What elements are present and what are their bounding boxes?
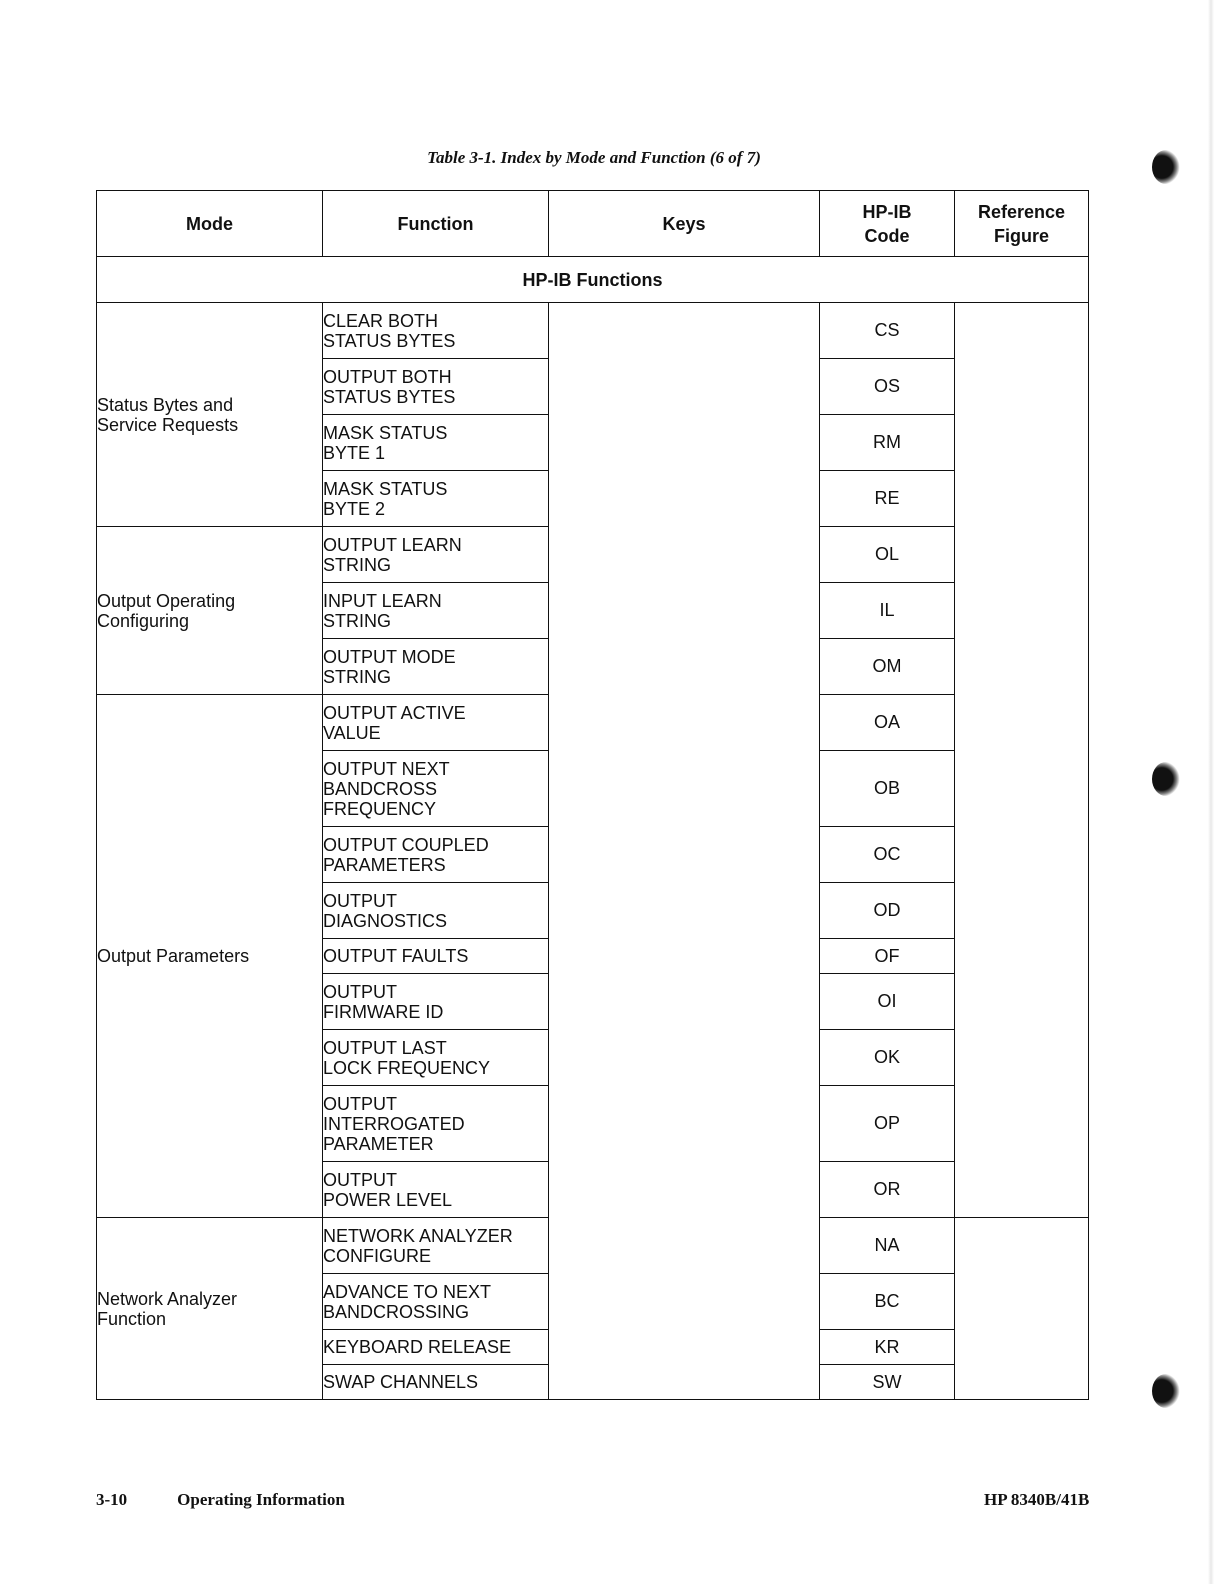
mode-label-line: Service Requests xyxy=(97,414,239,435)
table-caption: Table 3-1. Index by Mode and Function (6 of 7) xyxy=(427,148,761,167)
function-label-line: MASK STATUS xyxy=(323,422,448,443)
function-label-line: SWAP CHANNELS xyxy=(323,1372,479,1392)
function-label-line: VALUE xyxy=(323,722,381,743)
hpib-code-cell: NA xyxy=(820,1218,955,1274)
hpib-code-cell: OP xyxy=(820,1086,955,1162)
hpib-code-cell: OR xyxy=(820,1162,955,1218)
binder-hole-middle xyxy=(1152,762,1180,796)
function-label-line: OUTPUT BOTH xyxy=(323,366,452,387)
function-cell xyxy=(323,415,549,471)
hpib-code-cell: OI xyxy=(820,974,955,1030)
hpib-code-cell: RM xyxy=(820,415,955,471)
function-label-line: CLEAR BOTH xyxy=(323,310,439,331)
function-label-line: FIRMWARE ID xyxy=(323,1001,444,1022)
function-cell xyxy=(323,695,549,751)
function-label-line: OUTPUT ACTIVE xyxy=(323,702,466,723)
function-label-line: STATUS BYTES xyxy=(323,330,456,351)
page-edge-shadow xyxy=(1208,0,1214,1584)
function-cell xyxy=(323,1086,549,1162)
mode-label-line: Output Parameters xyxy=(97,946,250,966)
hpib-code-cell: OF xyxy=(820,939,955,974)
header-row xyxy=(97,191,1089,257)
mode-cell xyxy=(97,527,323,695)
function-cell xyxy=(323,751,549,827)
hpib-code-cell: OB xyxy=(820,751,955,827)
function-label-line: OUTPUT FAULTS xyxy=(323,946,469,966)
function-cell xyxy=(323,639,549,695)
function-cell xyxy=(323,1162,549,1218)
function-cell xyxy=(323,1274,549,1330)
mode-cell xyxy=(97,1218,323,1400)
hpib-code-cell: OA xyxy=(820,695,955,751)
function-cell xyxy=(323,883,549,939)
header-function: Function xyxy=(323,191,549,257)
function-label-line: PARAMETER xyxy=(323,1133,434,1154)
function-label-line: OUTPUT LAST xyxy=(323,1037,447,1058)
function-cell xyxy=(323,303,549,359)
function-label-line: OUTPUT NEXT xyxy=(323,758,450,779)
header-mode: Mode xyxy=(97,191,323,257)
mode-label-line: Function xyxy=(97,1308,167,1329)
function-label-line: DIAGNOSTICS xyxy=(323,910,448,931)
function-label-line: BANDCROSSING xyxy=(323,1301,470,1322)
function-cell xyxy=(323,939,549,974)
function-cell xyxy=(323,974,549,1030)
header-ref-line1: Reference xyxy=(977,201,1066,222)
footer-model: HP 8340B/41B xyxy=(984,1490,1090,1509)
hpib-code-cell: KR xyxy=(820,1330,955,1365)
mode-label-line: Configuring xyxy=(97,610,190,631)
hpib-code-cell: IL xyxy=(820,583,955,639)
header-reference xyxy=(955,191,1089,257)
function-label-line: POWER LEVEL xyxy=(323,1189,453,1210)
function-label-line: ADVANCE TO NEXT xyxy=(323,1281,492,1302)
function-cell xyxy=(323,1218,549,1274)
function-cell xyxy=(323,471,549,527)
section-title: HP-IB Functions xyxy=(97,257,1089,303)
function-label-line: STRING xyxy=(323,554,392,575)
hpib-code-cell: OM xyxy=(820,639,955,695)
mode-label-line: Status Bytes and xyxy=(97,394,234,415)
function-cell xyxy=(323,1330,549,1365)
section-row xyxy=(97,257,1089,303)
function-label-line: OUTPUT xyxy=(323,890,397,911)
function-label-line: BYTE 1 xyxy=(323,442,386,463)
mode-label-line: Output Operating xyxy=(97,590,236,611)
function-label-line: OUTPUT xyxy=(323,1093,397,1114)
footer-left xyxy=(96,1490,345,1510)
function-label-line: LOCK FREQUENCY xyxy=(323,1057,491,1078)
header-code-line1: HP-IB xyxy=(862,201,912,222)
function-label-line: CONFIGURE xyxy=(323,1245,431,1266)
hpib-code-cell: OD xyxy=(820,883,955,939)
function-cell xyxy=(323,359,549,415)
function-label-line: STATUS BYTES xyxy=(323,386,456,407)
function-label-line: OUTPUT LEARN xyxy=(323,534,462,555)
function-cell xyxy=(323,1365,549,1400)
function-label-line: NETWORK ANALYZER xyxy=(323,1225,513,1246)
function-label-line: STRING xyxy=(323,610,392,631)
function-label-line: MASK STATUS xyxy=(323,478,448,499)
mode-cell xyxy=(97,303,323,527)
binder-hole-top xyxy=(1152,150,1180,184)
hpib-code-cell: BC xyxy=(820,1274,955,1330)
keys-cell xyxy=(549,303,820,1400)
header-ref-line2: Figure xyxy=(993,225,1049,246)
reference-figure-cell xyxy=(955,303,1089,1218)
function-label-line: KEYBOARD RELEASE xyxy=(323,1337,512,1357)
hpib-code-cell: SW xyxy=(820,1365,955,1400)
hpib-code-cell: OL xyxy=(820,527,955,583)
function-cell xyxy=(323,1030,549,1086)
table-row xyxy=(97,303,1089,359)
function-label-line: OUTPUT xyxy=(323,1169,397,1190)
function-label-line: OUTPUT xyxy=(323,981,397,1002)
header-code-line2: Code xyxy=(864,225,910,246)
function-cell xyxy=(323,827,549,883)
mode-cell xyxy=(97,695,323,1218)
mode-label-line: Network Analyzer xyxy=(97,1288,238,1309)
hpib-code-cell: OK xyxy=(820,1030,955,1086)
function-label-line: OUTPUT MODE xyxy=(323,646,456,667)
hpib-code-cell: CS xyxy=(820,303,955,359)
function-label-line: PARAMETERS xyxy=(323,854,446,875)
function-label-line: STRING xyxy=(323,666,392,687)
index-table xyxy=(96,190,1089,1400)
function-label-line: INPUT LEARN xyxy=(323,590,442,611)
function-cell xyxy=(323,583,549,639)
binder-hole-bottom xyxy=(1152,1374,1180,1408)
function-label-line: INTERROGATED xyxy=(323,1113,465,1134)
function-cell xyxy=(323,527,549,583)
hpib-code-cell: OC xyxy=(820,827,955,883)
header-code xyxy=(820,191,955,257)
function-label-line: OUTPUT COUPLED xyxy=(323,834,489,855)
footer-section-number: 3-10 xyxy=(96,1490,128,1509)
footer-chapter-title: Operating Information xyxy=(177,1490,345,1509)
reference-figure-cell xyxy=(955,1218,1089,1400)
hpib-code-cell: RE xyxy=(820,471,955,527)
function-label-line: FREQUENCY xyxy=(323,798,437,819)
hpib-code-cell: OS xyxy=(820,359,955,415)
function-label-line: BYTE 2 xyxy=(323,498,386,519)
header-keys: Keys xyxy=(549,191,820,257)
function-label-line: BANDCROSS xyxy=(323,778,438,799)
